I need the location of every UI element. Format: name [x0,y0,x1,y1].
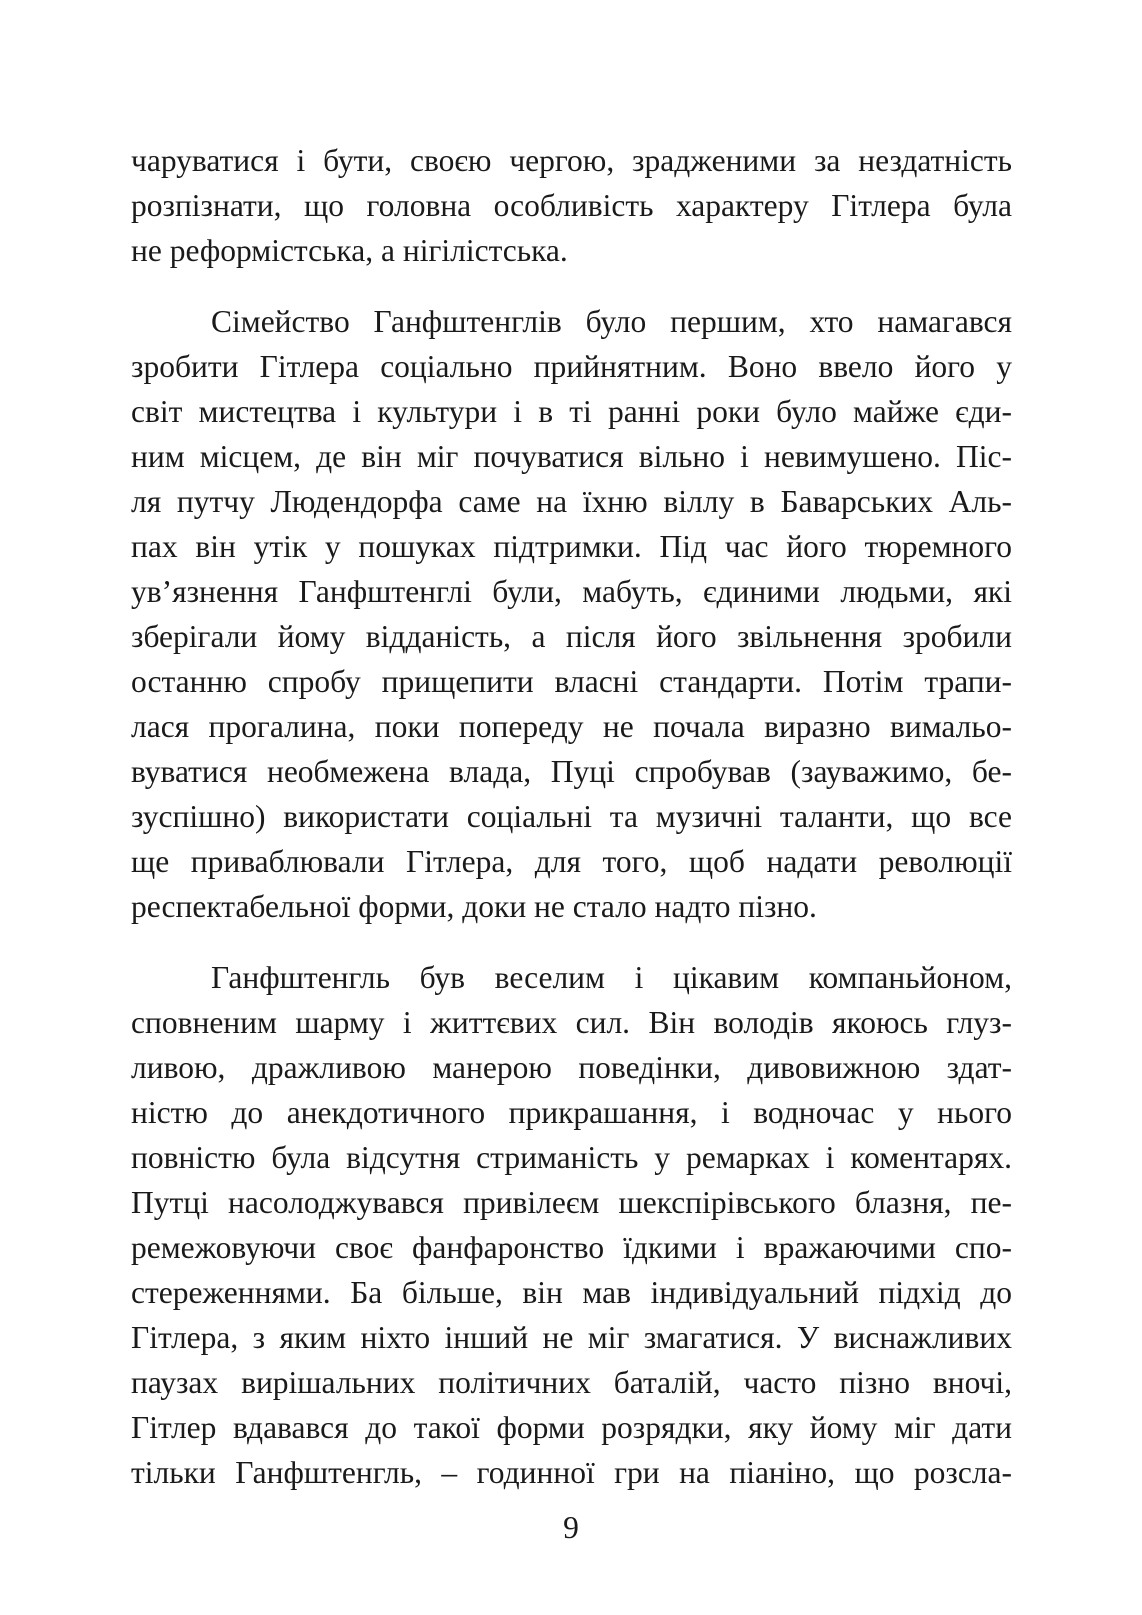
text-line: стереженнями. Ба більше, він мав індивідуальний підхід до [131,1275,1012,1310]
paragraph-gap [131,273,1012,299]
text-line: ля путчу Людендорфа саме на їхню віллу в Баварських Аль- [131,484,1012,519]
text-line: паузах вирішальних політичних баталій, часто пізно вночі, [131,1365,1012,1400]
text-line: тільки Ганфштенгль, – годинної гри на піаніно, що розсла- [131,1455,1012,1490]
text-line: респектабельної форми, доки не стало надто пізно. [131,889,817,924]
text-line: сповненим шарму і життєвих сил. Він володів якоюсь глуз- [131,1005,1012,1040]
text-line: Путці насолоджувався привілеєм шекспірівського блазня, пе- [131,1185,1012,1220]
text-line: Гітлер вдавався до такої форми розрядки, яку йому міг дати [131,1410,1012,1445]
text-line: Гітлера, з яким ніхто інший не міг змагатися. У виснажливих [131,1320,1012,1355]
paragraph [131,138,1012,273]
text-line: пах він утік у пошуках підтримки. Під час його тюремного [131,529,1012,564]
paragraph [131,299,1012,929]
text-line: ливою, дражливою манерою поведінки, дивовижною здат- [131,1050,1012,1085]
text-line: зуспішно) використати соціальні та музичні таланти, що все [131,799,1012,834]
page-number: 9 [563,1510,579,1545]
text-line: вуватися необмежена влада, Пуці спробував (зауважимо, бе- [131,754,1012,789]
text-line: ще приваблювали Гітлера, для того, щоб надати революції [131,844,1012,879]
text-line: чаруватися і бути, своєю чергою, зрадженими за нездатність [131,143,1012,178]
text-line: не реформістська, а нігілістська. [131,233,568,268]
text-line: Сімейство Ганфштенглів було першим, хто намагався [211,304,1012,339]
text-line: повністю була відсутня стриманість у ремарках і коментарях. [131,1140,1012,1175]
text-line: зберігали йому відданість, а після його звільнення зробили [131,619,1012,654]
text-line: ністю до анекдотичного прикрашання, і водночас у нього [131,1095,1012,1130]
text-line: Ганфштенгль був веселим і цікавим компаньйоном, [211,960,1012,995]
text-line: ув’язнення Ганфштенглі були, мабуть, єдиними людьми, які [131,574,1012,609]
paragraph-gap [131,929,1012,955]
text-line: останню спробу прищепити власні стандарти. Потім трапи- [131,664,1012,699]
body-text [131,138,1012,1495]
text-line: зробити Гітлера соціально прийнятним. Воно ввело його у [131,349,1012,384]
text-line: лася прогалина, поки попереду не почала виразно вимальо- [131,709,1012,744]
text-line: світ мистецтва і культури і в ті ранні роки було майже єди- [131,394,1012,429]
text-line: розпізнати, що головна особливість характеру Гітлера була [131,188,1012,223]
text-line: ремежовуючи своє фанфаронство їдкими і вражаючими спо- [131,1230,1012,1265]
text-line: ним місцем, де він міг почуватися вільно і невимушено. Піс- [131,439,1012,474]
paragraph [131,955,1012,1495]
